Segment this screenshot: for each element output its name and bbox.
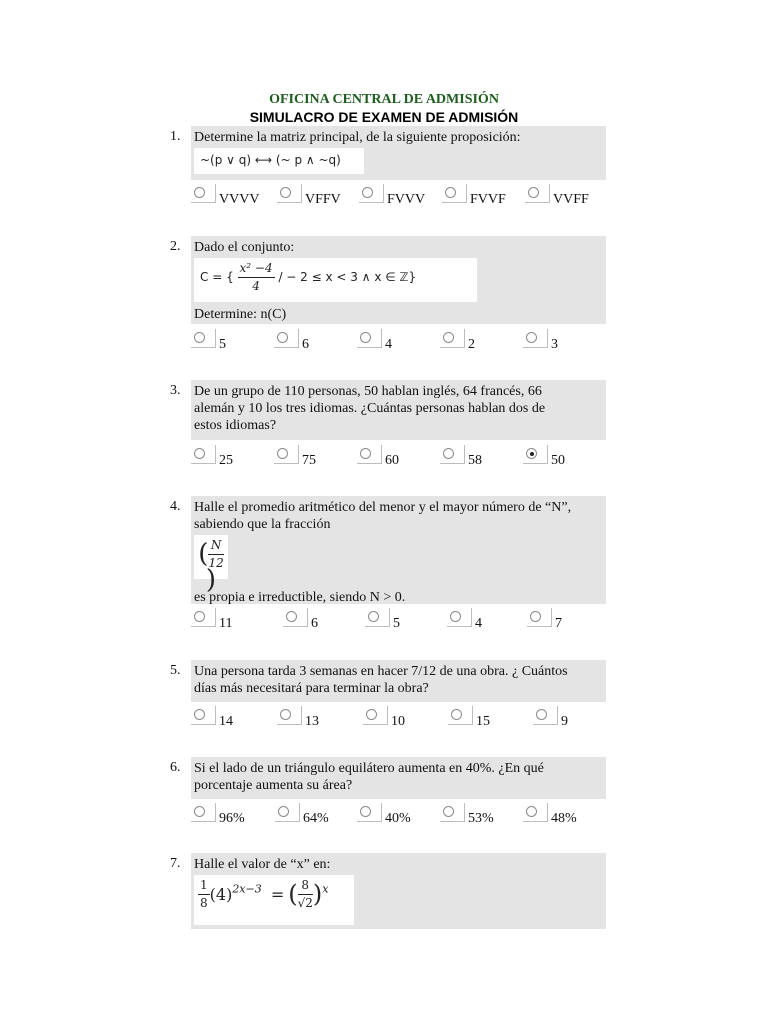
formula-fraction — [298, 877, 313, 912]
option-label: 53% — [468, 811, 494, 826]
option-label: VVVV — [219, 192, 260, 207]
formula-box — [194, 258, 477, 302]
paren-right: ) — [205, 565, 217, 595]
question-number: 3. — [170, 383, 181, 398]
question-text-box — [191, 757, 606, 799]
formula-exponent: x — [322, 882, 329, 896]
option-label: 9 — [561, 714, 568, 729]
option-label: 48% — [551, 811, 577, 826]
question-number: 2. — [170, 239, 181, 254]
answer-options — [191, 706, 606, 736]
option-label: 10 — [391, 714, 405, 729]
formula-box — [194, 535, 228, 595]
question-text-box — [191, 380, 606, 440]
question-text: sabiendo que la fracción — [194, 517, 331, 532]
option-label: 75 — [302, 453, 316, 468]
option-label: 4 — [475, 616, 482, 631]
fraction-denominator: 4 — [252, 279, 260, 293]
option-label: 13 — [305, 714, 319, 729]
paren-right: ) — [312, 880, 323, 908]
question-number: 5. — [170, 663, 181, 678]
question-text: De un grupo de 110 personas, 50 hablan inglés, 64 francés, 66 — [194, 384, 542, 399]
fraction-denominator: 8 — [200, 896, 208, 910]
option-label: 15 — [476, 714, 490, 729]
fraction-numerator: x² −4 — [238, 260, 275, 278]
question-text: días más necesitará para terminar la obra? — [194, 681, 429, 696]
answer-options — [191, 803, 606, 833]
exam-title: SIMULACRO DE EXAMEN DE ADMISIÓN — [249, 109, 519, 125]
option-label: FVVV — [387, 192, 426, 207]
question-text: Halle el valor de “x” en: — [194, 857, 331, 872]
option-label: 6 — [302, 337, 309, 352]
option-label: FVVF — [470, 192, 506, 207]
option-label: 25 — [219, 453, 233, 468]
option-label: 58 — [468, 453, 482, 468]
formula-suffix: / − 2 ≤ x < 3 ∧ x ∈ ℤ} — [278, 270, 417, 284]
formula-base: (4) — [209, 885, 233, 904]
option-label: VFFV — [305, 192, 341, 207]
option-label: 5 — [393, 616, 400, 631]
answer-options — [191, 608, 606, 638]
office-title: OFICINA CENTRAL DE ADMISIÓN — [269, 92, 499, 107]
formula-fraction — [238, 260, 275, 295]
fraction-numerator: N — [208, 537, 223, 555]
formula-box — [194, 875, 354, 925]
question-text-box — [191, 660, 606, 702]
fraction-denominator: 12 — [208, 556, 224, 570]
option-label: 96% — [219, 811, 245, 826]
question-text-box — [191, 853, 606, 929]
question-text-box — [191, 126, 606, 180]
fraction-numerator: 8 — [298, 877, 313, 895]
option-label: VVFF — [553, 192, 589, 207]
option-label: 4 — [385, 337, 392, 352]
option-label: 2 — [468, 337, 475, 352]
option-label: 7 — [555, 616, 562, 631]
option-label: 6 — [311, 616, 318, 631]
question-text: Halle el promedio aritmético del menor y el mayor número de “N”, — [194, 500, 572, 515]
question-text: porcentaje aumenta su área? — [194, 778, 353, 793]
fraction-numerator: 1 — [198, 877, 210, 895]
formula-fraction — [198, 877, 210, 912]
question-text: Determine: n(C) — [194, 307, 287, 322]
formula-box — [194, 148, 364, 174]
formula-exponent: 2x−3 — [232, 882, 262, 896]
option-label: 60 — [385, 453, 399, 468]
formula-equals: = — [270, 885, 285, 904]
paren-left: ( — [198, 539, 209, 569]
option-label: 50 — [551, 453, 565, 468]
question-number: 4. — [170, 499, 181, 514]
option-label: 3 — [551, 337, 558, 352]
answer-options — [191, 184, 606, 214]
option-label: 40% — [385, 811, 411, 826]
question-number: 6. — [170, 760, 181, 775]
paren-left: ( — [288, 880, 298, 908]
question-text: es propia e irreductible, siendo N > 0. — [194, 590, 406, 605]
question-text: alemán y 10 los tres idiomas. ¿Cuántas personas hablan dos de — [194, 401, 546, 416]
option-label: 14 — [219, 714, 233, 729]
formula: ~(p ∨ q) ⟷ (~ p ∧ ~q) — [200, 153, 341, 167]
question-number: 7. — [170, 856, 181, 871]
answer-options — [191, 329, 606, 359]
question-text: estos idiomas? — [194, 418, 277, 433]
option-label: 11 — [219, 616, 233, 631]
question-number: 1. — [170, 129, 181, 144]
question-text-box — [191, 236, 606, 324]
formula-prefix: C = { — [200, 270, 234, 284]
fraction-denominator: √2 — [297, 896, 313, 910]
option-label: 5 — [219, 337, 226, 352]
question-text: Dado el conjunto: — [194, 240, 295, 255]
question-text-box — [191, 496, 606, 604]
question-text: Una persona tarda 3 semanas en hacer 7/12 de una obra. ¿ Cuántos — [194, 664, 568, 679]
option-label: 64% — [303, 811, 329, 826]
question-text: Determine la matriz principal, de la siguiente proposición: — [194, 130, 521, 145]
answer-options — [191, 445, 606, 475]
question-text: Si el lado de un triángulo equilátero aumenta en 40%. ¿En qué — [194, 761, 544, 776]
